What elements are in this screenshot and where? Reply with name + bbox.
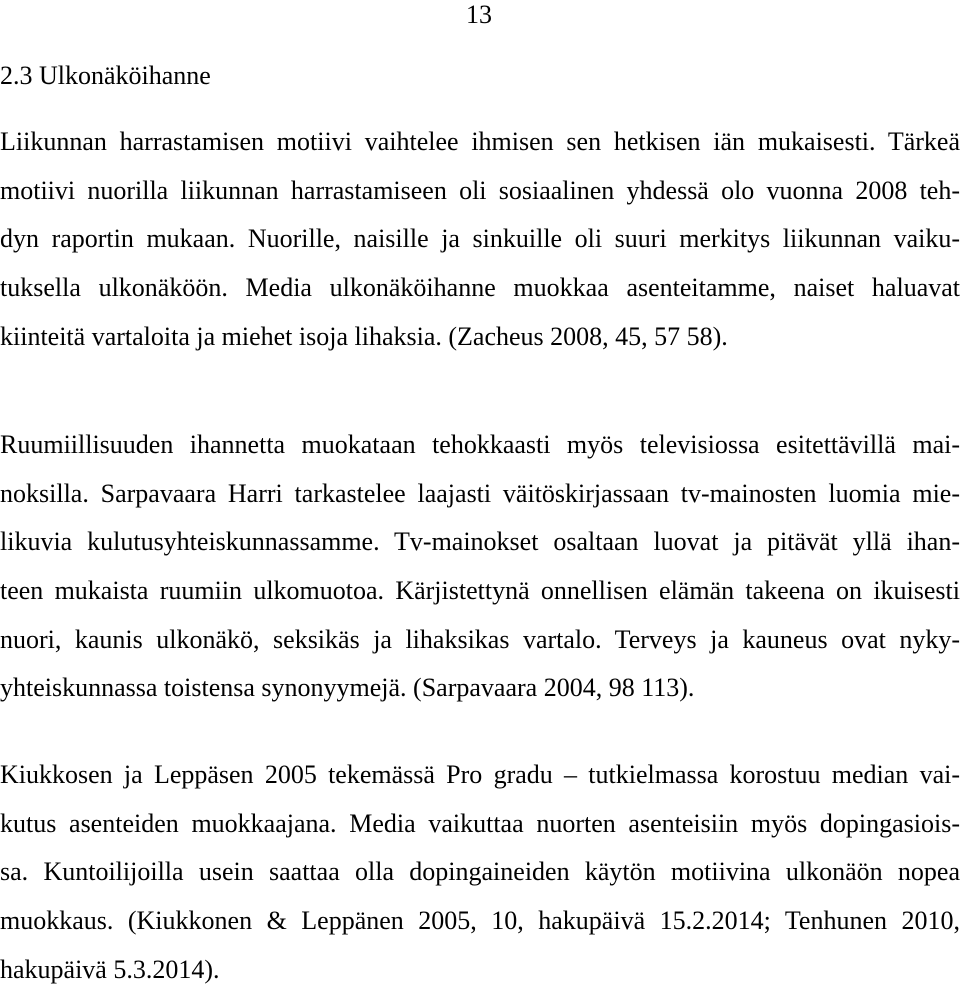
paragraph-line: yhteiskunnassa toistensa synonyymejä. (Sarpavaara 2004, 98 113).: [0, 673, 695, 703]
paragraph-line: hakupäivä 5.3.2014).: [0, 954, 220, 984]
paragraph-line: nuori, kaunis ulkonäkö, seksikäs ja lihaksikas vartalo. Terveys ja kauneus ovat nyky-: [0, 624, 960, 654]
paragraph-line: motiivi nuorilla liikunnan harrastamiseen oli sosiaalinen yhdessä olo vuonna 2008 teh-: [0, 175, 960, 205]
paragraph-2: [0, 430, 960, 722]
paragraph-line: kutus asenteiden muokkaajana. Media vaikuttaa nuorten asenteisiin myös dopingasiois-: [0, 808, 960, 838]
paragraph-line: teen mukaista ruumiin ulkomuotoa. Kärjistettynä onnellisen elämän takeena on ikuisesti: [0, 576, 960, 606]
paragraph-1: [0, 127, 960, 370]
paragraph-line: dyn raportin mukaan. Nuorille, naisille ja sinkuille oli suuri merkitys liikunnan vaiku-: [0, 224, 960, 254]
page-number: 13: [466, 0, 492, 29]
section-heading: 2.3 Ulkonäköihanne: [0, 61, 211, 90]
paragraph-line: Ruumiillisuuden ihannetta muokataan tehokkaasti myös televisiossa esitettävillä mai-: [0, 430, 960, 459]
paragraph-line: Kiukkosen ja Leppäsen 2005 tekemässä Pro gradu – tutkielmassa korostuu median vai-: [0, 760, 960, 789]
paragraph-line: muokkaus. (Kiukkonen & Leppänen 2005, 10, hakupäivä 15.2.2014; Tenhunen 2010,: [0, 906, 960, 936]
paragraph-line: likuvia kulutusyhteiskunnassamme. Tv-mainokset osaltaan luovat ja pitävät yllä ihan-: [0, 527, 960, 557]
paragraph-line: Liikunnan harrastamisen motiivi vaihtelee ihmisen sen hetkisen iän mukaisesti. Tärkeä: [0, 127, 960, 156]
paragraph-line: sa. Kuntoilijoilla usein saattaa olla dopingaineiden käytön motiivina ulkonäön nopea: [0, 857, 960, 887]
paragraph-line: tuksella ulkonäköön. Media ulkonäköihanne muokkaa asenteitamme, naiset haluavat: [0, 273, 960, 303]
paragraph-3: [0, 760, 960, 1003]
paragraph-line: noksilla. Sarpavaara Harri tarkastelee laajasti väitöskirjassaan tv-mainosten luomia mie-: [0, 478, 960, 508]
paragraph-line: kiinteitä vartaloita ja miehet isoja lihaksia. (Zacheus 2008, 45, 57 58).: [0, 321, 728, 351]
